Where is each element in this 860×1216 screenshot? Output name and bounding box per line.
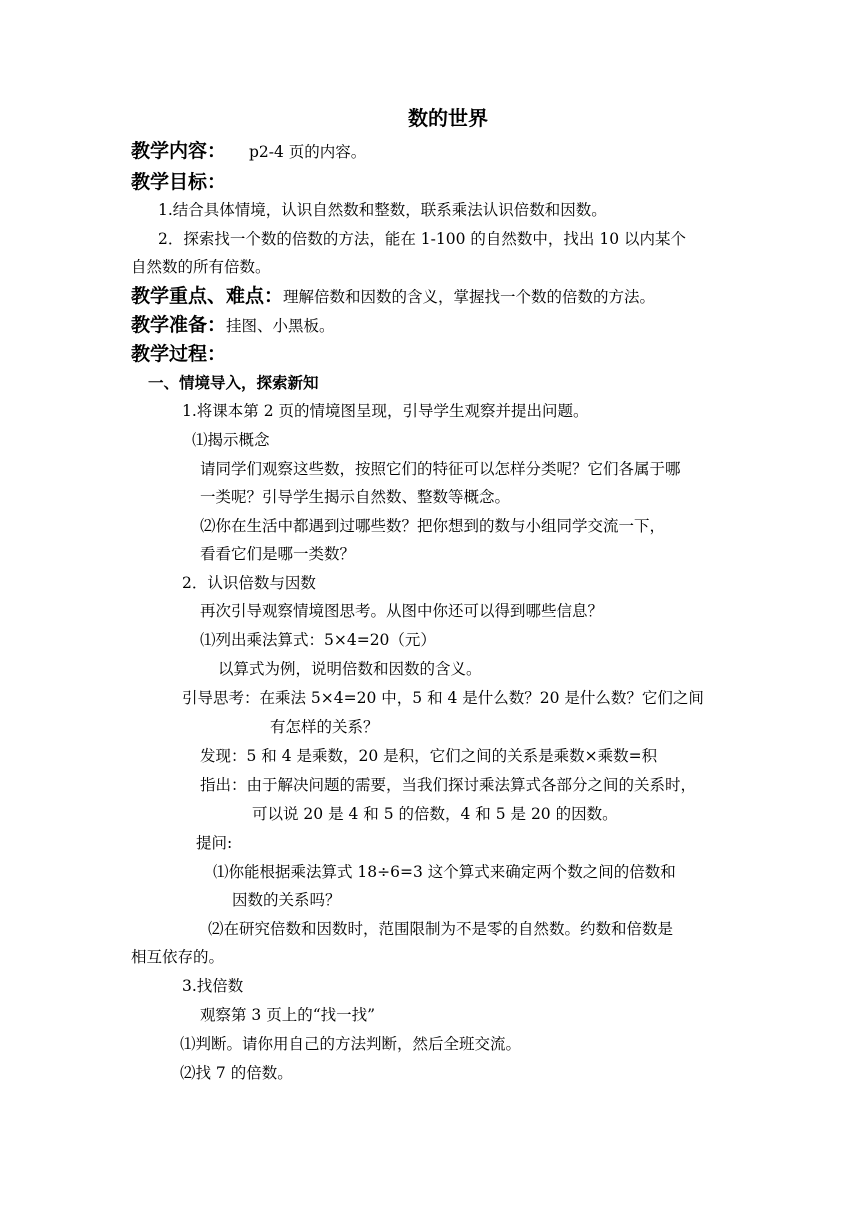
goal-item-1: 1.结合具体情境，认识自然数和整数，联系乘法认识倍数和因数。	[158, 201, 607, 219]
process-line: 再次引导观察情境图思考。从图中你还可以得到哪些信息？	[200, 602, 604, 620]
process-line: 观察第 3 页上的“找一找”	[200, 1006, 376, 1024]
process-line: ⑴揭示概念	[192, 431, 270, 449]
page-title: 数的世界	[408, 106, 488, 130]
process-line: ⑵在研究倍数和因数时，范围限制为不是零的自然数。约数和倍数是	[208, 920, 674, 938]
process-line: 发现：5 和 4 是乘数，20 是积，它们之间的关系是乘数×乘数=积	[200, 747, 658, 765]
process-line: ⑴你能根据乘法算式 18÷6=3 这个算式来确定两个数之间的倍数和	[213, 863, 676, 881]
process-line: 有怎样的关系？	[270, 718, 379, 736]
process-line: 提问:	[196, 834, 233, 852]
process-line: ⑴判断。请你用自己的方法判断，然后全班交流。	[180, 1035, 522, 1053]
content-label: 教学内容：	[131, 140, 227, 162]
section-heading: 一、情境导入，探索新知	[148, 374, 319, 392]
key-points-line	[131, 286, 655, 307]
process-line: 1.将课本第 2 页的情境图呈现，引导学生观察并提出问题。	[182, 402, 589, 420]
content-line	[131, 141, 366, 162]
process-line: 以算式为例，说明倍数和因数的含义。	[218, 660, 482, 678]
process-line: 引导思考：在乘法 5×4=20 中，5 和 4 是什么数？20 是什么数？它们之间	[182, 689, 704, 707]
process-line: 因数的关系吗？	[232, 891, 341, 909]
process-line: 一类呢？引导学生揭示自然数、整数等概念。	[200, 488, 511, 506]
process-line: 请同学们观察这些数，按照它们的特征可以怎样分类呢？它们各属于哪	[200, 460, 681, 478]
content-text: p2-4 页的内容。	[248, 143, 367, 161]
process-line: 2．认识倍数与因数	[182, 574, 316, 592]
process-label: 教学过程：	[131, 343, 227, 365]
prep-label: 教学准备：	[131, 314, 227, 336]
process-line: ⑴列出乘法算式：5×4=20（元）	[200, 631, 436, 649]
process-line: 看看它们是哪一类数？	[200, 545, 356, 563]
process-line: 相互依存的。	[131, 948, 225, 966]
goal-item-2a: 2．探索找一个数的倍数的方法，能在 1-100 的自然数中，找出 10 以内某个	[158, 230, 686, 248]
process-line: ⑵找 7 的倍数。	[180, 1064, 293, 1082]
goal-item-2b: 自然数的所有倍数。	[131, 258, 271, 276]
process-line: 3.找倍数	[182, 977, 244, 995]
process-line: 指出：由于解决问题的需要，当我们探讨乘法算式各部分之间的关系时，	[200, 776, 697, 794]
process-line: ⑵你在生活中都遇到过哪些数？把你想到的数与小组同学交流一下，	[200, 517, 666, 535]
prep-text: 挂图、小黑板。	[226, 317, 335, 335]
goals-label: 教学目标：	[131, 171, 227, 193]
process-line: 可以说 20 是 4 和 5 的倍数，4 和 5 是 20 的因数。	[252, 805, 618, 823]
prep-line	[131, 315, 335, 336]
key-points-text: 理解倍数和因数的含义，掌握找一个数的倍数的方法。	[283, 288, 656, 306]
key-points-label: 教学重点、难点：	[131, 285, 284, 307]
